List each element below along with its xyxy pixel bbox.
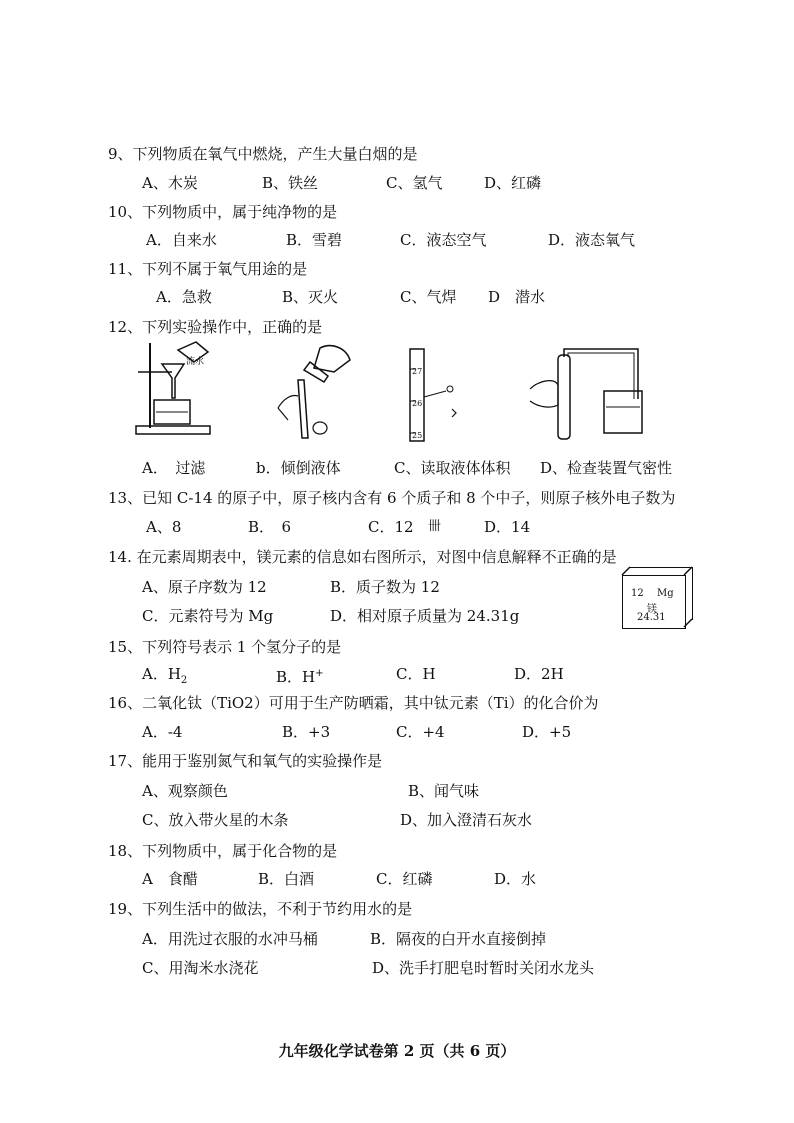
q19-option-d: D、洗手打肥皂时暂时关闭水龙头 [372, 959, 595, 977]
q10-option-a: A．自来水 [146, 231, 217, 249]
q10-option-c: C．液态空气 [400, 231, 487, 249]
question-15-stem: 15、下列符号表示 1 个氢分子的是 [108, 638, 342, 656]
q9-option-c: C、氢气 [386, 174, 443, 192]
q18-option-d: D．水 [494, 870, 537, 888]
filtration-figure [132, 338, 222, 438]
q19-option-c: C、用淘米水浇花 [142, 959, 259, 977]
q16-option-a: A．-4 [142, 723, 183, 741]
q15-option-c: C．H [396, 665, 436, 683]
question-16-stem: 16、二氧化钛（TiO2）可用于生产防晒霜，其中钛元素（Ti）的化合价为 [108, 694, 599, 712]
q17-option-a: A、观察颜色 [142, 782, 228, 800]
question-17-stem: 17、能用于鉴别氮气和氧气的实验操作是 [108, 752, 383, 770]
q12-option-a: A． 过滤 [142, 459, 206, 477]
q14-option-c: C．元素符号为 Mg [142, 607, 274, 625]
q11-option-d: D 潜水 [488, 288, 546, 306]
q13-option-d: D．14 [484, 518, 531, 536]
pouring-figure [270, 338, 360, 443]
q14-option-b: B．质子数为 12 [330, 578, 440, 596]
element-name: 镁 [647, 604, 657, 615]
q16-option-c: C．+4 [396, 723, 445, 741]
q13-option-a: A、8 [146, 518, 182, 536]
question-12-stem: 12、下列实验操作中，正确的是 [108, 318, 323, 336]
q14-option-a: A、原子序数为 12 [142, 578, 267, 596]
scale-mark-bot: 25 [412, 431, 423, 440]
q13-option-b: B． 6 [248, 518, 292, 536]
q17-option-b: B、闻气味 [408, 782, 480, 800]
q9-option-a: A、木炭 [142, 174, 198, 192]
magnesium-element-box [622, 575, 686, 629]
question-10-stem: 10、下列物质中，属于纯净物的是 [108, 203, 338, 221]
question-19-stem: 19、下列生活中的做法，不利于节约用水的是 [108, 900, 413, 918]
q14-option-d: D．相对原子质量为 24.31g [330, 607, 520, 625]
filtration-label: 流水 [186, 357, 205, 367]
q9-option-b: B、铁丝 [262, 174, 319, 192]
question-18-stem: 18、下列物质中，属于化合物的是 [108, 842, 338, 860]
q15-option-b: B．H+ [276, 668, 324, 686]
question-14-stem: 14. 在元素周期表中，镁元素的信息如右图所示，对图中信息解释不正确的是 [108, 548, 617, 566]
q13-margin-mark: 卌 [428, 519, 442, 534]
q10-option-d: D．液态氧气 [548, 231, 636, 249]
q11-option-b: B、灭火 [282, 288, 339, 306]
scale-mark-mid: 26 [412, 399, 423, 408]
q10-option-b: B．雪碧 [286, 231, 343, 249]
q16-option-d: D．+5 [522, 723, 572, 741]
question-11-stem: 11、下列不属于氧气用途的是 [108, 260, 308, 278]
q12-option-c: C、读取液体体积 [394, 459, 511, 477]
q11-option-a: A．急救 [156, 288, 212, 306]
q17-option-d: D、加入澄清石灰水 [400, 811, 533, 829]
question-9-stem: 9、下列物质在氧气中燃烧，产生大量白烟的是 [108, 145, 418, 163]
question-13-stem: 13、已知 C-14 的原子中，原子核内含有 6 个质子和 8 个中子，则原子核外电子数为 [108, 489, 676, 507]
q17-option-c: C、放入带火星的木条 [142, 811, 289, 829]
atomic-number: 12 [631, 588, 644, 599]
q12-option-d: D、检查装置气密性 [540, 459, 673, 477]
q18-option-b: B．白酒 [258, 870, 315, 888]
atomic-weight: 24.31 [637, 612, 666, 623]
q9-option-d: D、红磷 [484, 174, 542, 192]
q13-option-c: C．12 [368, 518, 414, 536]
q15-option-a: A．$H_2$ [142, 665, 188, 686]
q19-option-b: B．隔夜的白开水直接倒掉 [370, 930, 547, 948]
q18-option-c: C．红磷 [376, 870, 433, 888]
q11-option-c: C、气焊 [400, 288, 457, 306]
q19-option-a: A．用洗过衣服的水冲马桶 [142, 930, 318, 948]
reading-volume-figure [402, 345, 472, 445]
q12-option-b: b．倾倒液体 [256, 459, 341, 477]
q16-option-b: B．+3 [282, 723, 331, 741]
scale-mark-top: 27 [412, 367, 423, 376]
q18-option-a: A 食醋 [142, 870, 198, 888]
q15-option-d: D．2H [514, 665, 564, 683]
page-footer: 九年级化学试卷第 2 页（共 6 页） [278, 1042, 516, 1060]
airtightness-figure [528, 345, 648, 445]
element-symbol: Mg [657, 588, 674, 599]
